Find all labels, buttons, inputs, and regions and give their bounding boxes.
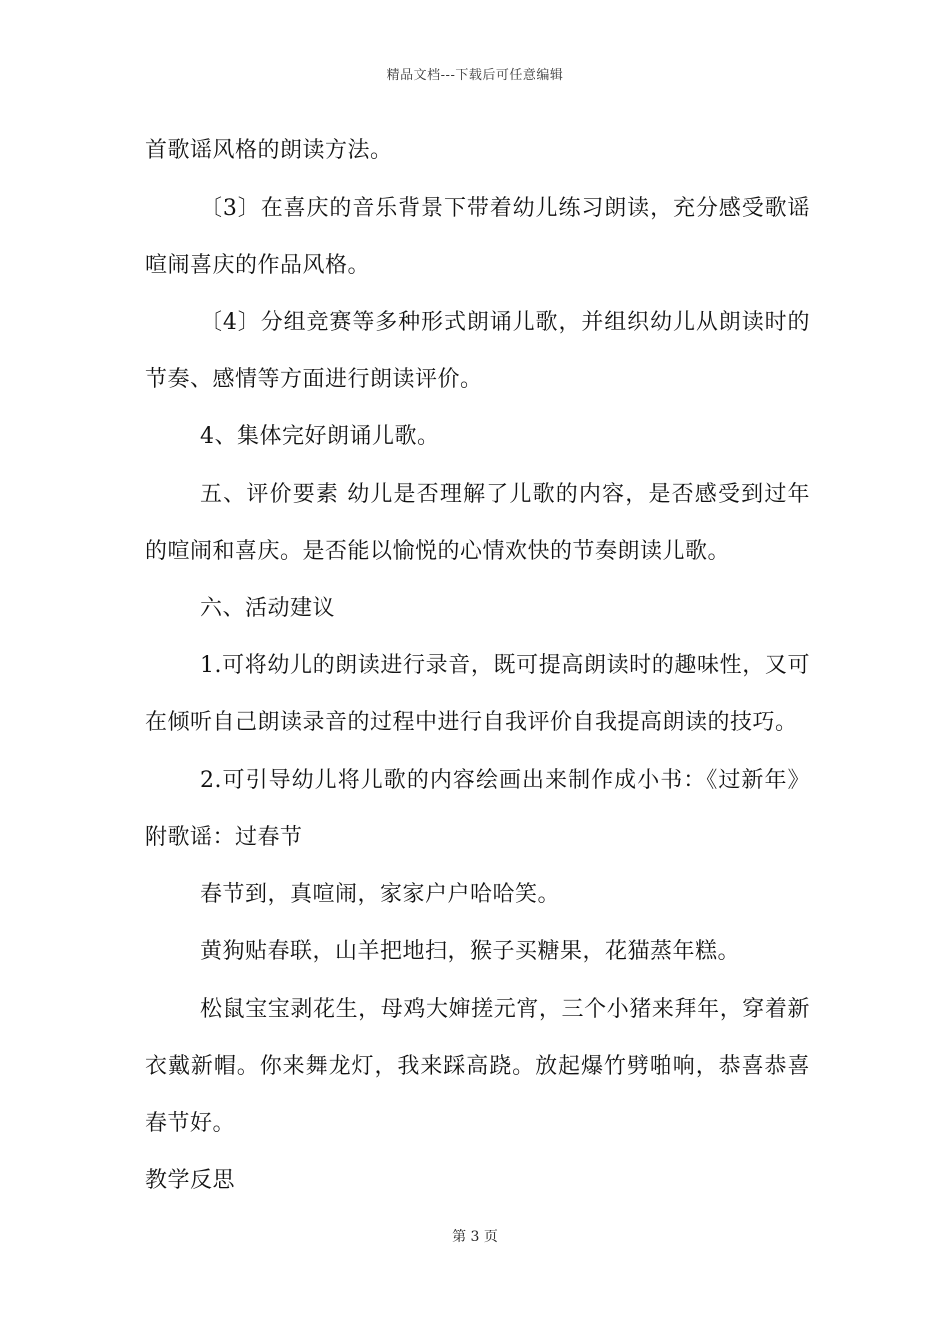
page-number: 第 3 页 [452,1229,498,1245]
body-line-5: 节奏、感情等方面进行朗读评价。 [145,367,483,392]
page-header: 精品文档---下载后可任意编辑 [386,68,564,83]
body-line-2: 〔3〕在喜庆的音乐背景下带着幼儿练习朗读，充分感受歌谣 [200,196,810,221]
body-line-10: 1.可将幼儿的朗读进行录音，既可提高朗读时的趣味性，又可 [200,653,810,678]
body-line-7: 五、评价要素 幼儿是否理解了儿歌的内容，是否感受到过年 [200,482,810,507]
body-line-17: 衣戴新帽。你来舞龙灯，我来踩高跷。放起爆竹劈啪响，恭喜恭喜 [145,1054,810,1079]
body-line-9: 六、活动建议 [200,596,336,621]
body-line-1: 首歌谣风格的朗读方法。 [145,138,393,163]
body-line-12: 2.可引导幼儿将儿歌的内容绘画出来制作成小书：《过新年》 [200,768,810,793]
body-line-8: 的喧闹和喜庆。是否能以愉悦的心情欢快的节奏朗读儿歌。 [145,539,731,564]
body-line-13: 附歌谣：过春节 [145,825,303,850]
body-line-14: 春节到，真喧闹，家家户户哈哈笑。 [200,882,561,907]
body-line-16: 松鼠宝宝剥花生，母鸡大婶搓元宵，三个小猪来拜年，穿着新 [200,997,810,1022]
body-line-11: 在倾听自己朗读录音的过程中进行自我评价自我提高朗读的技巧。 [145,710,798,735]
body-line-15: 黄狗贴春联，山羊把地扫，猴子买糖果，花猫蒸年糕。 [200,939,741,964]
body-line-4: 〔4〕分组竞赛等多种形式朗诵儿歌，并组织幼儿从朗读时的 [200,310,810,335]
body-line-6: 4、集体完好朗诵儿歌。 [200,424,440,449]
body-line-18: 春节好。 [145,1111,236,1136]
body-line-19: 教学反思 [145,1168,236,1193]
body-line-3: 喧闹喜庆的作品风格。 [145,253,371,278]
